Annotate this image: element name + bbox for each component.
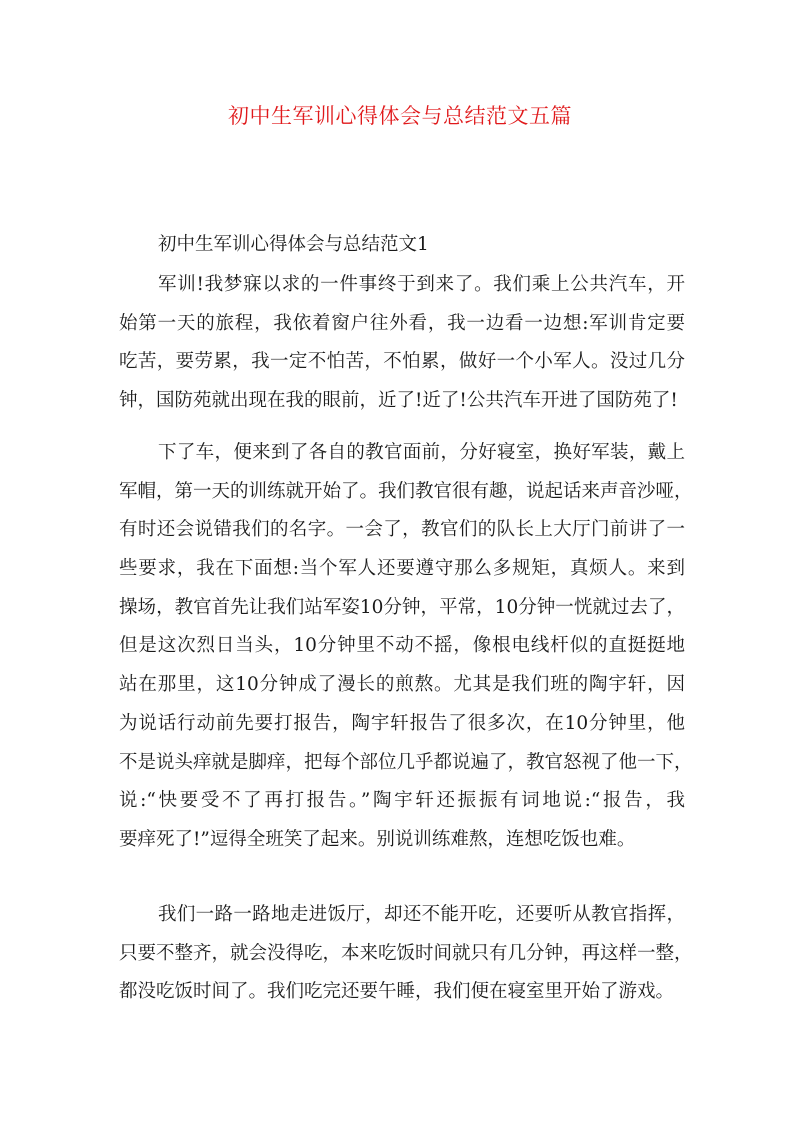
paragraph-2: [119, 434, 693, 860]
section-heading: 初中生军训心得体会与总结范文1: [158, 234, 429, 255]
paragraph-line: 钟，国防苑就出现在我的眼前，近了!近了!公共汽车开进了国防苑了!: [119, 390, 678, 412]
document-title: 初中生军训心得体会与总结范文五篇: [228, 104, 572, 128]
paragraph-line: 不是说头痒就是脚痒，把每个部位几乎都说遍了，教官怒视了他一下，: [119, 751, 693, 773]
paragraph-line: 都没吃饭时间了。我们吃完还要午睡，我们便在寝室里开始了游戏。: [119, 981, 675, 1003]
paragraph-line: 下了车，便来到了各自的教官面前，分好寝室，换好军装，戴上: [158, 442, 685, 463]
paragraph-1: [119, 266, 685, 421]
paragraph-line: 操场，教官首先让我们站军姿10分钟，平常，10分钟一恍就过去了，: [119, 596, 685, 618]
paragraph-line: 站在那里，这10分钟成了漫长的煎熬。尤其是我们班的陶宇轩，因: [119, 674, 685, 696]
paragraph-line: 为说话行动前先要打报告，陶宇轩报告了很多次，在10分钟里，他: [119, 712, 685, 734]
paragraph-3: [119, 896, 693, 1012]
paragraph-line: 但是这次烈日当头，10分钟里不动不摇，像根电线杆似的直挺挺地: [119, 635, 685, 657]
paragraph-line: 吃苦，要劳累，我一定不怕苦，不怕累，做好一个小军人。没过几分: [119, 351, 685, 373]
paragraph-line: 有时还会说错我们的名字。一会了，教官们的队长上大厅门前讲了一: [119, 519, 685, 541]
paragraph-line: 说:“快要受不了再打报告。”陶宇轩还振振有词地说:“报告，我: [119, 790, 685, 812]
paragraph-line: 要痒死了!”逗得全班笑了起来。别说训练难熬，连想吃饭也难。: [119, 828, 636, 850]
paragraph-line: 军训!我梦寐以求的一件事终于到来了。我们乘上公共汽车，开: [158, 274, 685, 295]
paragraph-line: 军帽，第一天的训练就开始了。我们教官很有趣，说起话来声音沙哑，: [119, 480, 693, 502]
paragraph-line: 始第一天的旅程，我依着窗户往外看，我一边看一边想:军训肯定要: [119, 312, 685, 334]
paragraph-line: 只要不整齐，就会没得吃，本来吃饭时间就只有几分钟，再这样一整，: [119, 942, 693, 964]
paragraph-line: 我们一路一路地走进饭厅，却还不能开吃，还要听从教官指挥，: [158, 904, 685, 925]
paragraph-line: 些要求，我在下面想:当个军人还要遵守那么多规矩，真烦人。来到: [119, 558, 685, 580]
